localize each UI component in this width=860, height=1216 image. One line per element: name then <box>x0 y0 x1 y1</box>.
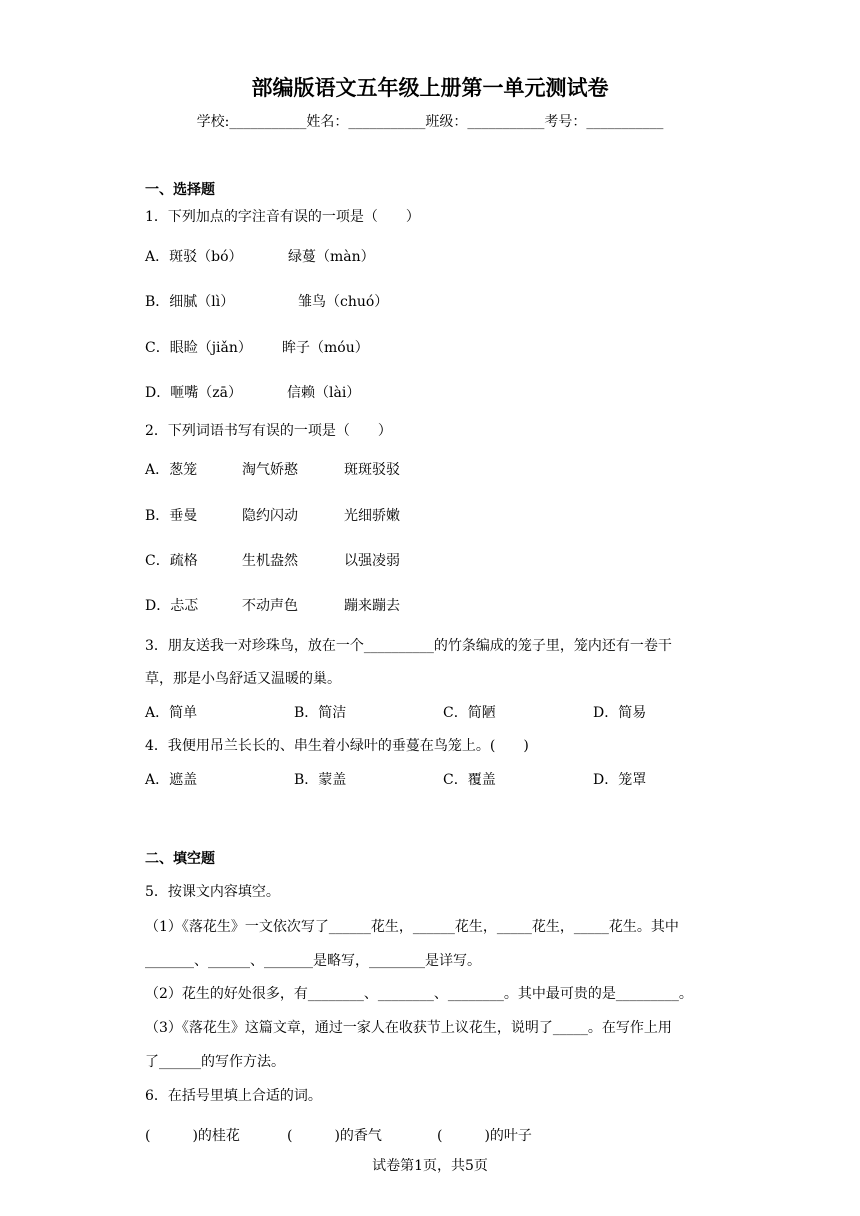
q2-option-b-2: 隐约闪动 <box>242 508 298 524</box>
question-3-line-2: 草，那是小鸟舒适又温暖的巢。 <box>145 671 341 687</box>
q2-option-a-3: 斑斑驳驳 <box>344 462 400 478</box>
q5-line-2: _______、______、_______是略写，________是详写。 <box>145 953 481 969</box>
q4-option-d: D．笼罩 <box>593 772 647 788</box>
section-heading-fill: 二、填空题 <box>145 851 215 867</box>
q4-option-b: B．蒙盖 <box>294 772 347 788</box>
page-footer: 试卷第1页，共5页 <box>372 1158 488 1174</box>
q2-option-c: C．疏格 <box>145 553 198 569</box>
question-6-stem: 6．在括号里填上合适的词。 <box>145 1088 322 1104</box>
q2-option-c-2: 生机盎然 <box>242 553 298 569</box>
q3-option-a: A．简单 <box>145 705 198 721</box>
q1-option-b: B．细腻（lì） <box>145 294 235 310</box>
question-1-stem: 1．下列加点的字注音有误的一项是（ ） <box>145 209 420 225</box>
question-3-line-1: 3．朋友送我一对珍珠鸟，放在一个__________的竹条编成的笼子里，笼内还有一卷干 <box>145 638 672 654</box>
q2-option-d-2: 不动声色 <box>242 598 298 614</box>
page-title: 部编版语文五年级上册第一单元测试卷 <box>251 75 609 100</box>
q4-option-c: C．覆盖 <box>443 772 496 788</box>
q5-line-5: 了______的写作方法。 <box>145 1054 285 1070</box>
q1-option-a: A．斑驳（bó） <box>145 249 243 265</box>
q2-option-d: D．忐忑 <box>145 598 199 614</box>
question-5-stem: 5．按课文内容填空。 <box>145 884 280 900</box>
student-info-line: 学校:___________姓名：___________班级：___________考号：___________ <box>196 114 664 130</box>
q3-option-c: C．简陋 <box>443 705 496 721</box>
q5-line-4: （3）《落花生》这篇文章，通过一家人在收获节上议花生，说明了_____。在写作上用 <box>145 1020 672 1036</box>
q3-option-b: B．简洁 <box>294 705 347 721</box>
section-heading-choice: 一、选择题 <box>145 182 215 198</box>
q2-option-b-3: 光细骄嫩 <box>344 508 400 524</box>
q1-option-d-2: 信赖（lài） <box>287 385 361 401</box>
question-4-stem: 4．我便用吊兰长长的、串生着小绿叶的垂蔓在鸟笼上。( ) <box>145 738 529 754</box>
q3-option-d: D．简易 <box>593 705 647 721</box>
q2-option-d-3: 蹦来蹦去 <box>344 598 400 614</box>
q2-option-b: B．垂曼 <box>145 508 198 524</box>
q5-line-1: （1）《落花生》一文依次写了______花生，______花生，_____花生，_____花生。其中 <box>145 919 679 935</box>
q1-option-b-2: 雏鸟（chuó） <box>298 294 389 310</box>
q1-option-a-2: 绿蔓（màn） <box>288 249 375 265</box>
q1-option-c-2: 眸子（móu） <box>282 340 369 356</box>
q2-option-a-2: 淘气娇憨 <box>242 462 298 478</box>
q6-blank-3: ( )的叶子 <box>437 1128 532 1144</box>
question-2-stem: 2．下列词语书写有误的一项是（ ） <box>145 423 392 439</box>
q6-blank-1: ( )的桂花 <box>145 1128 240 1144</box>
q1-option-d: D．咂嘴（zā） <box>145 385 242 401</box>
q2-option-c-3: 以强凌弱 <box>344 553 400 569</box>
q5-line-3: （2）花生的好处很多，有________、________、________。其中最可贵的是_________。 <box>145 986 693 1002</box>
q1-option-c: C．眼睑（jiǎn） <box>145 340 252 356</box>
q6-blank-2: ( )的香气 <box>287 1128 382 1144</box>
q2-option-a: A．葱笼 <box>145 462 198 478</box>
q4-option-a: A．遮盖 <box>145 772 198 788</box>
